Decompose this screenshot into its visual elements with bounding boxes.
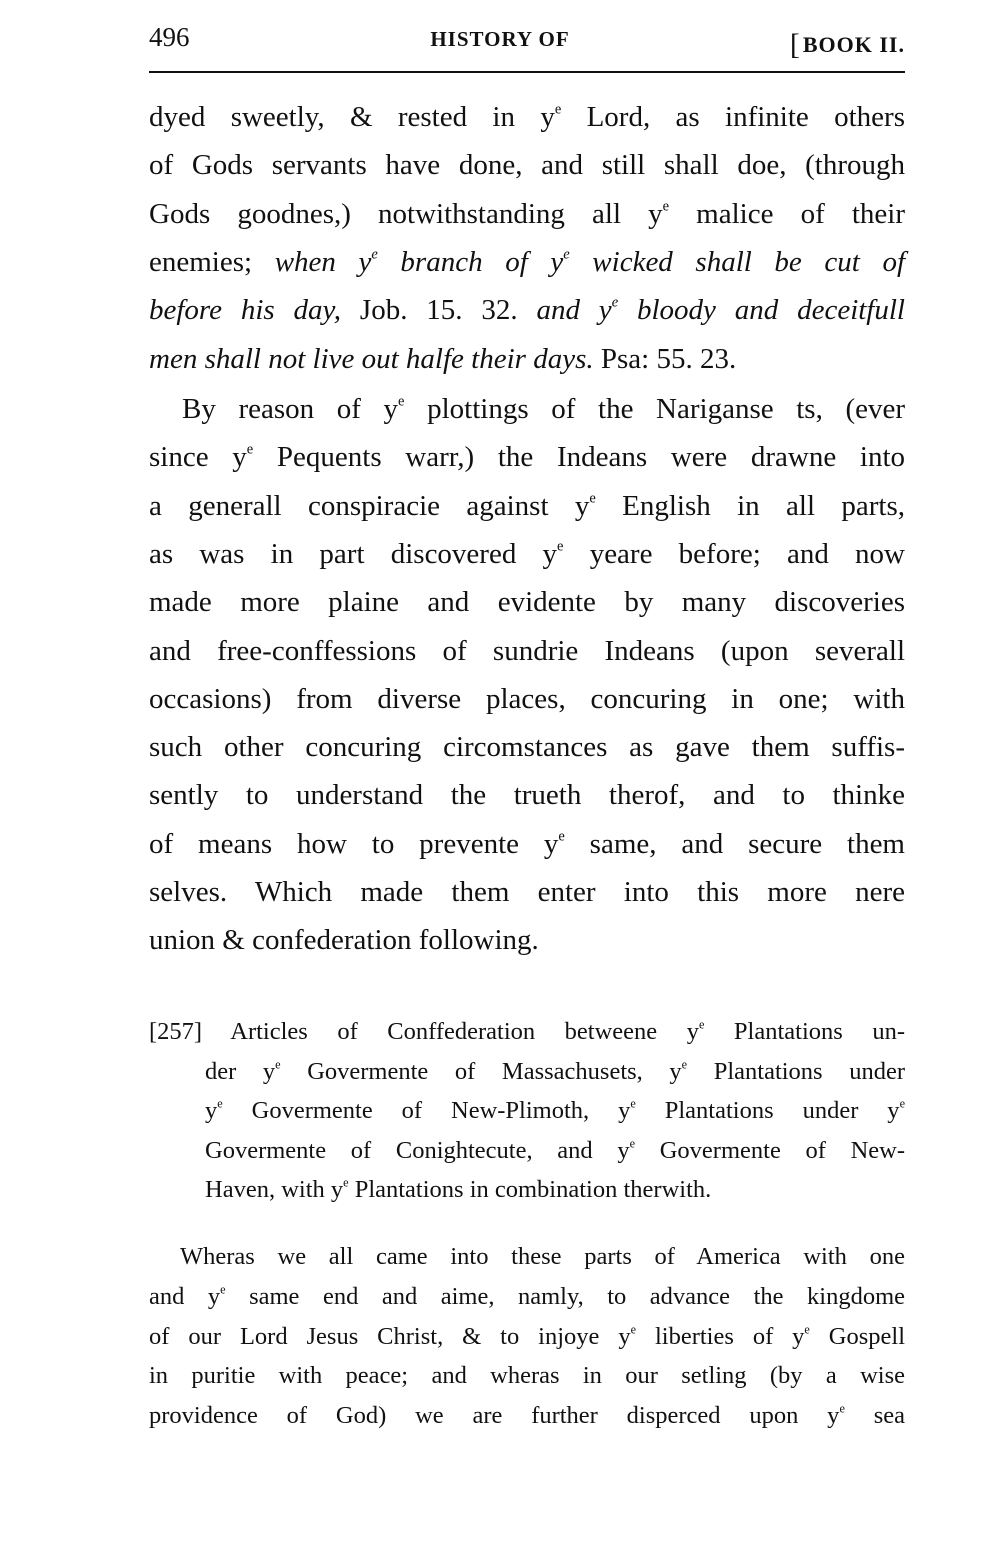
text-run: malice of their	[669, 197, 905, 230]
text-run: liberties of y	[636, 1322, 805, 1350]
text-line	[205, 1055, 905, 1089]
page-number: 496	[149, 22, 190, 52]
text-run: Lord, as infinite others	[561, 101, 905, 133]
text-line	[205, 1173, 905, 1207]
superscript: e	[554, 101, 562, 118]
text-line	[149, 194, 905, 234]
text-line	[149, 920, 905, 960]
text-run: as was in part discovered y	[149, 537, 558, 570]
superscript: e	[630, 1322, 637, 1337]
text-line	[149, 775, 905, 815]
text-run: plottings of the Nariganse ts, (ever	[404, 393, 906, 425]
text-run: selves. Which made them enter into this more nere	[149, 876, 905, 908]
text-line	[149, 824, 905, 864]
text-run: and y	[149, 1282, 221, 1310]
text-line	[149, 339, 905, 379]
superscript: e	[899, 1096, 905, 1111]
book-text: BOOK II.	[802, 32, 905, 57]
text-run: sea	[844, 1402, 905, 1430]
text-run: der y	[205, 1057, 276, 1085]
superscript: e	[217, 1096, 223, 1111]
text-line	[149, 679, 905, 719]
text-run: Govermente of Conightecute, and y	[205, 1136, 630, 1164]
text-run: y	[205, 1097, 218, 1124]
text-run: yeare before; and now	[563, 537, 906, 570]
text-run: Job. 15. 32.	[341, 294, 537, 327]
text-run: Plantations under	[687, 1057, 905, 1085]
text-run: union & confederation following.	[149, 924, 539, 957]
superscript: e	[557, 538, 564, 555]
text-run: Gods goodnes,) notwithstanding all y	[149, 197, 663, 230]
running-title: HISTORY OF	[430, 27, 570, 51]
text-line	[149, 1015, 905, 1049]
superscript: e	[220, 1282, 226, 1297]
superscript: e	[558, 828, 565, 845]
text-run: Plantations under y	[635, 1097, 900, 1124]
text-run: occasions) from diverse places, concuring in one; with	[149, 682, 905, 715]
superscript: e	[839, 1401, 845, 1416]
text-run: English in all parts,	[595, 489, 905, 522]
superscript: e	[246, 441, 254, 458]
text-run: Govermente of Massachusets, y	[280, 1057, 682, 1085]
superscript: e	[275, 1057, 281, 1072]
superscript: e	[398, 393, 405, 410]
text-run: By reason of y	[182, 393, 399, 425]
text-run: Plantations in combination therwith.	[348, 1176, 712, 1203]
text-run: same end and aime, namly, to advance the kingdome	[225, 1282, 905, 1310]
text-run: and free-conffessions of sundrie Indeans (upon severall	[149, 634, 905, 667]
text-run: such other concuring circomstances as gave them suffis-	[149, 731, 905, 764]
text-run: Govermente of New-Plimoth, y	[222, 1097, 631, 1124]
superscript: e	[611, 294, 619, 311]
text-line	[149, 437, 905, 477]
text-run: bloody and deceitfull	[618, 294, 905, 327]
header-rule	[149, 71, 905, 73]
text-run: providence of God) we are further disperced upon y	[149, 1402, 840, 1430]
superscript: e	[630, 1096, 636, 1111]
text-run: and y	[536, 294, 612, 327]
text-run: of means how to prevente y	[149, 827, 559, 860]
text-run: men shall not live out halfe their days.	[149, 342, 594, 375]
text-run: made more plaine and evidente by many discoveries	[149, 586, 905, 619]
text-line	[149, 534, 905, 574]
text-line	[149, 290, 905, 330]
text-line	[205, 1094, 905, 1128]
text-run: when y	[274, 245, 372, 278]
superscript: e	[698, 1017, 705, 1032]
text-line	[149, 582, 905, 622]
text-line	[149, 872, 905, 912]
text-line	[149, 97, 905, 137]
text-run: same, and secure them	[564, 827, 905, 860]
text-line	[149, 1320, 905, 1354]
superscript: e	[563, 246, 570, 263]
text-run: [257] Articles of Conffederation betweene y	[149, 1018, 699, 1045]
text-line	[149, 727, 905, 767]
text-line	[149, 631, 905, 671]
text-run: Pequents warr,) the Indeans were drawne into	[253, 441, 905, 474]
superscript: e	[343, 1175, 349, 1190]
superscript: e	[662, 198, 670, 215]
text-run: enemies;	[149, 245, 275, 278]
superscript: e	[629, 1136, 636, 1151]
text-run: before his day,	[149, 294, 342, 327]
text-run: Govermente of New-	[635, 1136, 905, 1164]
text-run: Gospell	[809, 1322, 906, 1350]
text-line	[149, 1280, 905, 1314]
superscript: e	[681, 1057, 688, 1072]
text-line	[205, 1134, 905, 1168]
superscript: e	[804, 1322, 810, 1337]
text-line	[149, 1399, 905, 1433]
text-line	[149, 1359, 905, 1393]
text-run: since y	[149, 441, 247, 474]
text-line	[182, 389, 905, 429]
text-run: Plantations un-	[704, 1018, 905, 1045]
book-label	[790, 26, 905, 60]
superscript: e	[371, 246, 378, 263]
text-run: sently to understand the trueth therof, and to thinke	[149, 779, 905, 812]
bracket: [	[789, 28, 801, 61]
text-run: in puritie with peace; and wheras in our setling (by a wise	[149, 1362, 905, 1390]
text-run: Wheras we all came into these parts of America with one	[180, 1243, 905, 1270]
text-run: branch of y	[377, 245, 564, 278]
text-line	[149, 486, 905, 526]
superscript: e	[589, 490, 596, 507]
text-run: wicked shall be cut of	[569, 245, 905, 278]
text-line	[180, 1240, 905, 1274]
text-run: of our Lord Jesus Christ, & to injoye y	[149, 1322, 631, 1350]
text-run: dyed sweetly, & rested in y	[149, 101, 555, 133]
text-run: of Gods servants have done, and still shall doe, (through	[149, 149, 905, 182]
text-run: a generall conspiracie against y	[149, 489, 590, 522]
text-line	[149, 145, 905, 185]
text-run: Psa: 55. 23.	[593, 342, 737, 375]
text-run: Haven, with y	[205, 1176, 344, 1203]
text-line	[149, 242, 905, 282]
